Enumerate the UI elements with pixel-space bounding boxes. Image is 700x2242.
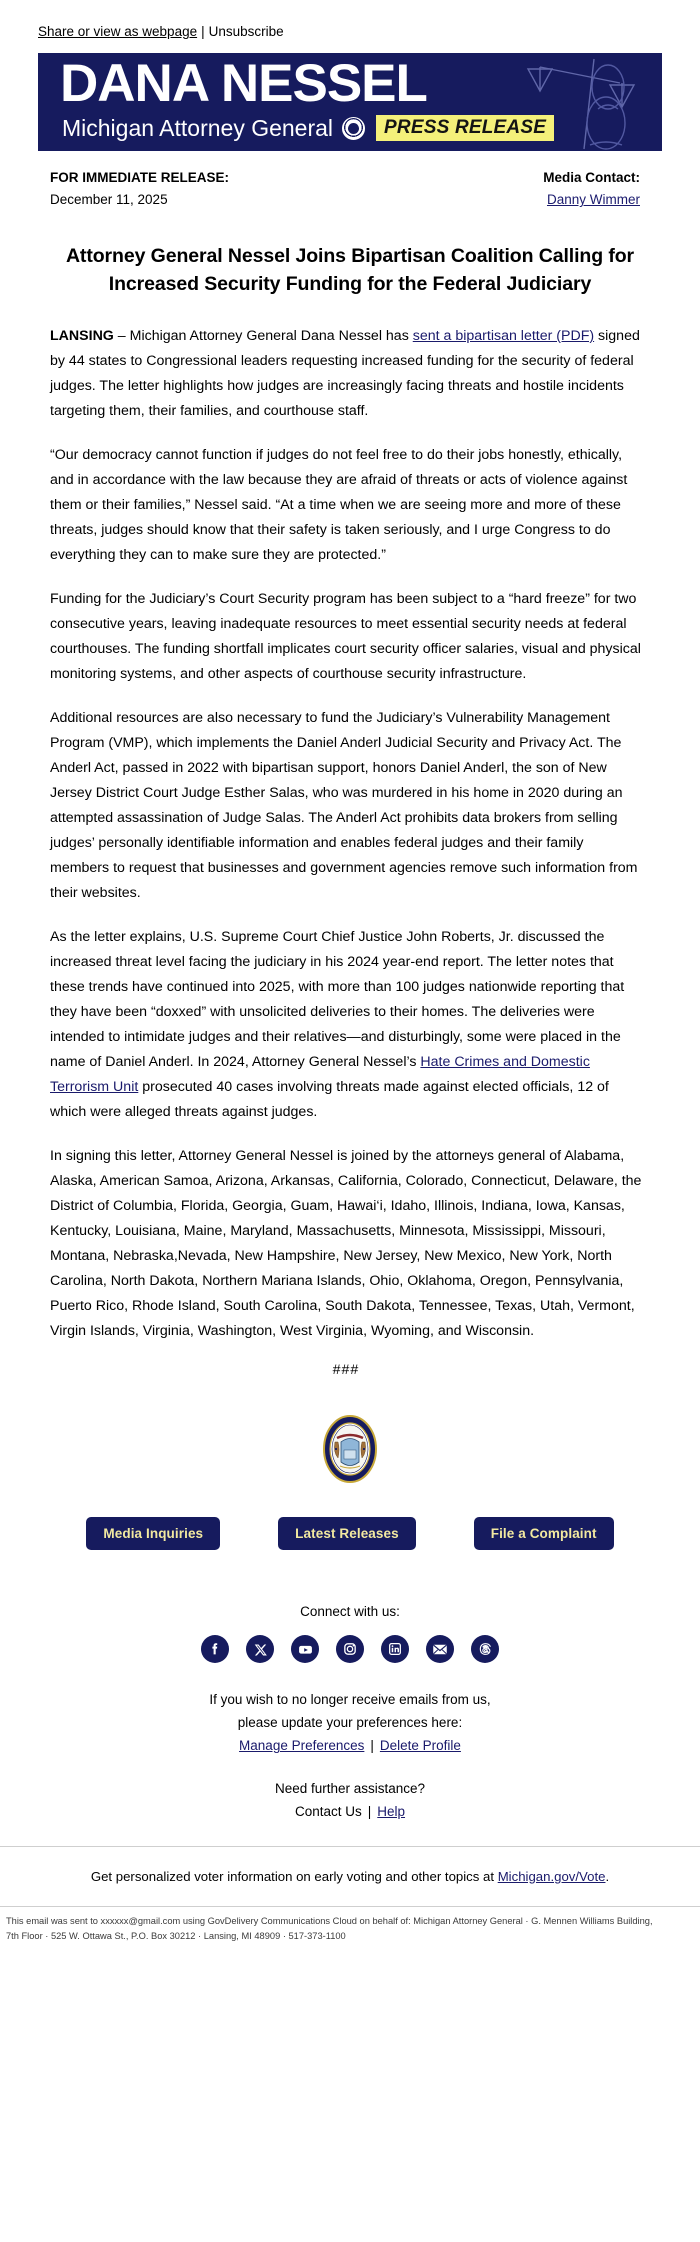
- banner-subtitle: Michigan Attorney General: [62, 114, 334, 141]
- dateline: LANSING: [50, 328, 114, 345]
- assistance-block: [0, 1758, 700, 1846]
- banner-name: DANA NESSEL: [60, 54, 427, 113]
- masthead-banner: [38, 53, 662, 151]
- seal-container: [0, 1378, 700, 1511]
- paragraph-5-roberts: [50, 925, 642, 1125]
- paragraph-3-funding: Funding for the Judiciary’s Court Security program has been subject to a “hard freeze” for two consecutive years, leaving inadequate resources to meet essential security needs at federal courthouses. The funding shortfall implicates court security officer salaries, visual and physical monitoring systems, and other aspects of courthouse security infrastructure.: [50, 590, 641, 682]
- voter-after-link: .: [605, 1869, 610, 1885]
- paragraph-1: [50, 324, 642, 424]
- michigan-attorney-general-seal-icon: [322, 1414, 378, 1484]
- voter-info-block: [0, 1847, 700, 1906]
- media-inquiries-button[interactable]: Media Inquiries: [86, 1517, 220, 1550]
- release-info-row: [0, 151, 700, 212]
- youtube-icon[interactable]: [291, 1635, 319, 1663]
- utility-bar: [0, 0, 700, 53]
- paragraph-6-signatories: In signing this letter, Attorney General Nessel is joined by the attorneys general of Alabama, Alaska, American Samoa, Arizona, Arkansas, California, Colorado, Connecticut, Delaware, the District of Columbia, Florida, Georgia, Guam, Hawai‘i, Idaho, Illinois, Indiana, Iowa, Kansas, Kentucky, Louisiana, Maine, Maryland, Massachusetts, Minnesota, Mississippi, Missouri, Montana, Nebraska,Nevada, New Hampshire, New Jersey, New Mexico, New York, North Carolina, North Dakota, Northern Mariana Islands, Ohio, Oklahoma, Oregon, Pennsylvania, Puerto Rico, Rhode Island, South Carolina, South Dakota, Tennessee, Texas, Utah, Vermont, Virgin Islands, Virginia, Washington, West Virginia, Wyoming, and Wisconsin.: [50, 1147, 642, 1339]
- p5-after-link: prosecuted 40 cases involving threats made against elected officials, 12 of which were alleged threats against judges.: [50, 1078, 609, 1120]
- connect-with-us-label: Connect with us:: [300, 1604, 400, 1620]
- media-contact-label: Media Contact:: [543, 170, 640, 185]
- linkedin-icon[interactable]: [381, 1635, 409, 1663]
- threads-icon[interactable]: [471, 1635, 499, 1663]
- press-release-badge: PRESS RELEASE: [376, 115, 554, 141]
- article-body: [0, 298, 700, 1378]
- banner-subtitle-row: [62, 115, 554, 141]
- facebook-icon[interactable]: [201, 1635, 229, 1663]
- share-or-view-as-webpage-link[interactable]: Share or view as webpage: [38, 24, 198, 39]
- x-twitter-icon[interactable]: [246, 1635, 274, 1663]
- preferences-line-1: If you wish to no longer receive emails from us,: [209, 1692, 491, 1708]
- manage-preferences-link[interactable]: Manage Preferences: [239, 1738, 365, 1754]
- delete-profile-link[interactable]: Delete Profile: [379, 1738, 461, 1754]
- p1-after-link: signed by 44 states to Congressional leaders requesting increased funding for the security of federal judges. The letter highlights how judges are increasingly facing threats and hostile incidents targeting them, their families, and courthouse staff.: [50, 328, 640, 420]
- p5-before-link: As the letter explains, U.S. Supreme Court Chief Justice John Roberts, Jr. discussed the increased threat level facing the judiciary in his 2024 year-end report. The letter notes that these trends have continued into 2025, with more than 100 judges nationwide reporting that they have been “doxxed” with unsolicited deliveries to their homes. The deliveries were intended to intimidate judges and their relatives—and disturbingly, some were placed in the name of Daniel Anderl. In 2024, Attorney General Nessel’s: [50, 928, 625, 1070]
- release-left: [50, 167, 229, 212]
- contact-us-link[interactable]: Contact Us: [294, 1804, 362, 1820]
- paragraph-4-anderl-act: Additional resources are also necessary to fund the Judiciary’s Vulnerability Management Program (VMP), which implements the Daniel Anderl Judicial Security and Privacy Act. The Anderl Act, passed in 2022 with bipartisan support, honors Daniel Anderl, the son of New Jersey District Court Judge Esther Salas, who was murdered in his home in 2020 during an attempted assassination of Judge Salas. The Anderl Act prohibits data brokers from selling judges’ personally identifiable information and enables federal judges and their family members to request that businesses and government agencies remove such information from their websites.: [50, 709, 638, 901]
- bipartisan-letter-pdf-link[interactable]: sent a bipartisan letter (PDF): [412, 328, 595, 345]
- paragraph-2-quote: “Our democracy cannot function if judges do not feel free to do their jobs honestly, ethically, and in accordance with the law because they are afraid of threats or acts of violence against them or their families,” Nessel said. “At a time when we are seeing more and more of these threats, judges should know that their safety is taken seriously, and I urge Congress to do everything they can to make sure they are protected.”: [50, 447, 628, 563]
- file-a-complaint-button[interactable]: File a Complaint: [474, 1517, 614, 1550]
- state-seal-icon: [342, 117, 365, 140]
- instagram-icon[interactable]: [336, 1635, 364, 1663]
- fine-print-block: [0, 1907, 700, 1953]
- voter-before-link: Get personalized voter information on early voting and other topics at: [90, 1869, 498, 1885]
- social-icon-row: [0, 1635, 700, 1687]
- preferences-line-2: please update your preferences here:: [237, 1715, 463, 1731]
- fine-print-line-2: 7th Floor · 525 W. Ottawa St., P.O. Box 30212 · Lansing, MI 48909 · 517-373-1100: [6, 1930, 346, 1941]
- assistance-separator: |: [367, 1804, 372, 1820]
- assistance-links: [0, 1801, 700, 1824]
- hate-crimes-unit-link[interactable]: Hate Crimes and Domestic Terrorism Unit: [50, 1053, 590, 1095]
- unsubscribe-link[interactable]: Unsubscribe: [208, 24, 284, 39]
- p1-before-link: Michigan Attorney General Dana Nessel has: [129, 328, 413, 345]
- for-immediate-release-label: FOR IMMEDIATE RELEASE:: [50, 170, 230, 185]
- assistance-question: Need further assistance?: [274, 1781, 426, 1797]
- preferences-links: [0, 1735, 700, 1758]
- preferences-block: [0, 1687, 700, 1758]
- release-right: [543, 167, 640, 212]
- page-title: Attorney General Nessel Joins Bipartisan Coalition Calling for Increased Security Funding for the Federal Judiciary: [65, 244, 635, 295]
- dateline-dash: –: [113, 328, 130, 345]
- latest-releases-button[interactable]: Latest Releases: [278, 1517, 416, 1550]
- fine-print-line-1: This email was sent to xxxxxx@gmail.com using GovDelivery Communications Cloud on behalf of: Michigan Attorney General · G. Mennen Williams Building,: [6, 1916, 653, 1927]
- email-icon[interactable]: [426, 1635, 454, 1663]
- michigan-gov-vote-link[interactable]: Michigan.gov/Vote: [497, 1869, 606, 1885]
- help-link[interactable]: Help: [377, 1804, 406, 1820]
- release-date: December 11, 2025: [50, 192, 168, 208]
- cta-button-row: [0, 1511, 700, 1550]
- media-contact-link[interactable]: Danny Wimmer: [546, 192, 640, 208]
- utility-separator: |: [201, 24, 205, 39]
- end-marker: ###: [332, 1362, 360, 1379]
- preferences-separator: |: [370, 1738, 374, 1754]
